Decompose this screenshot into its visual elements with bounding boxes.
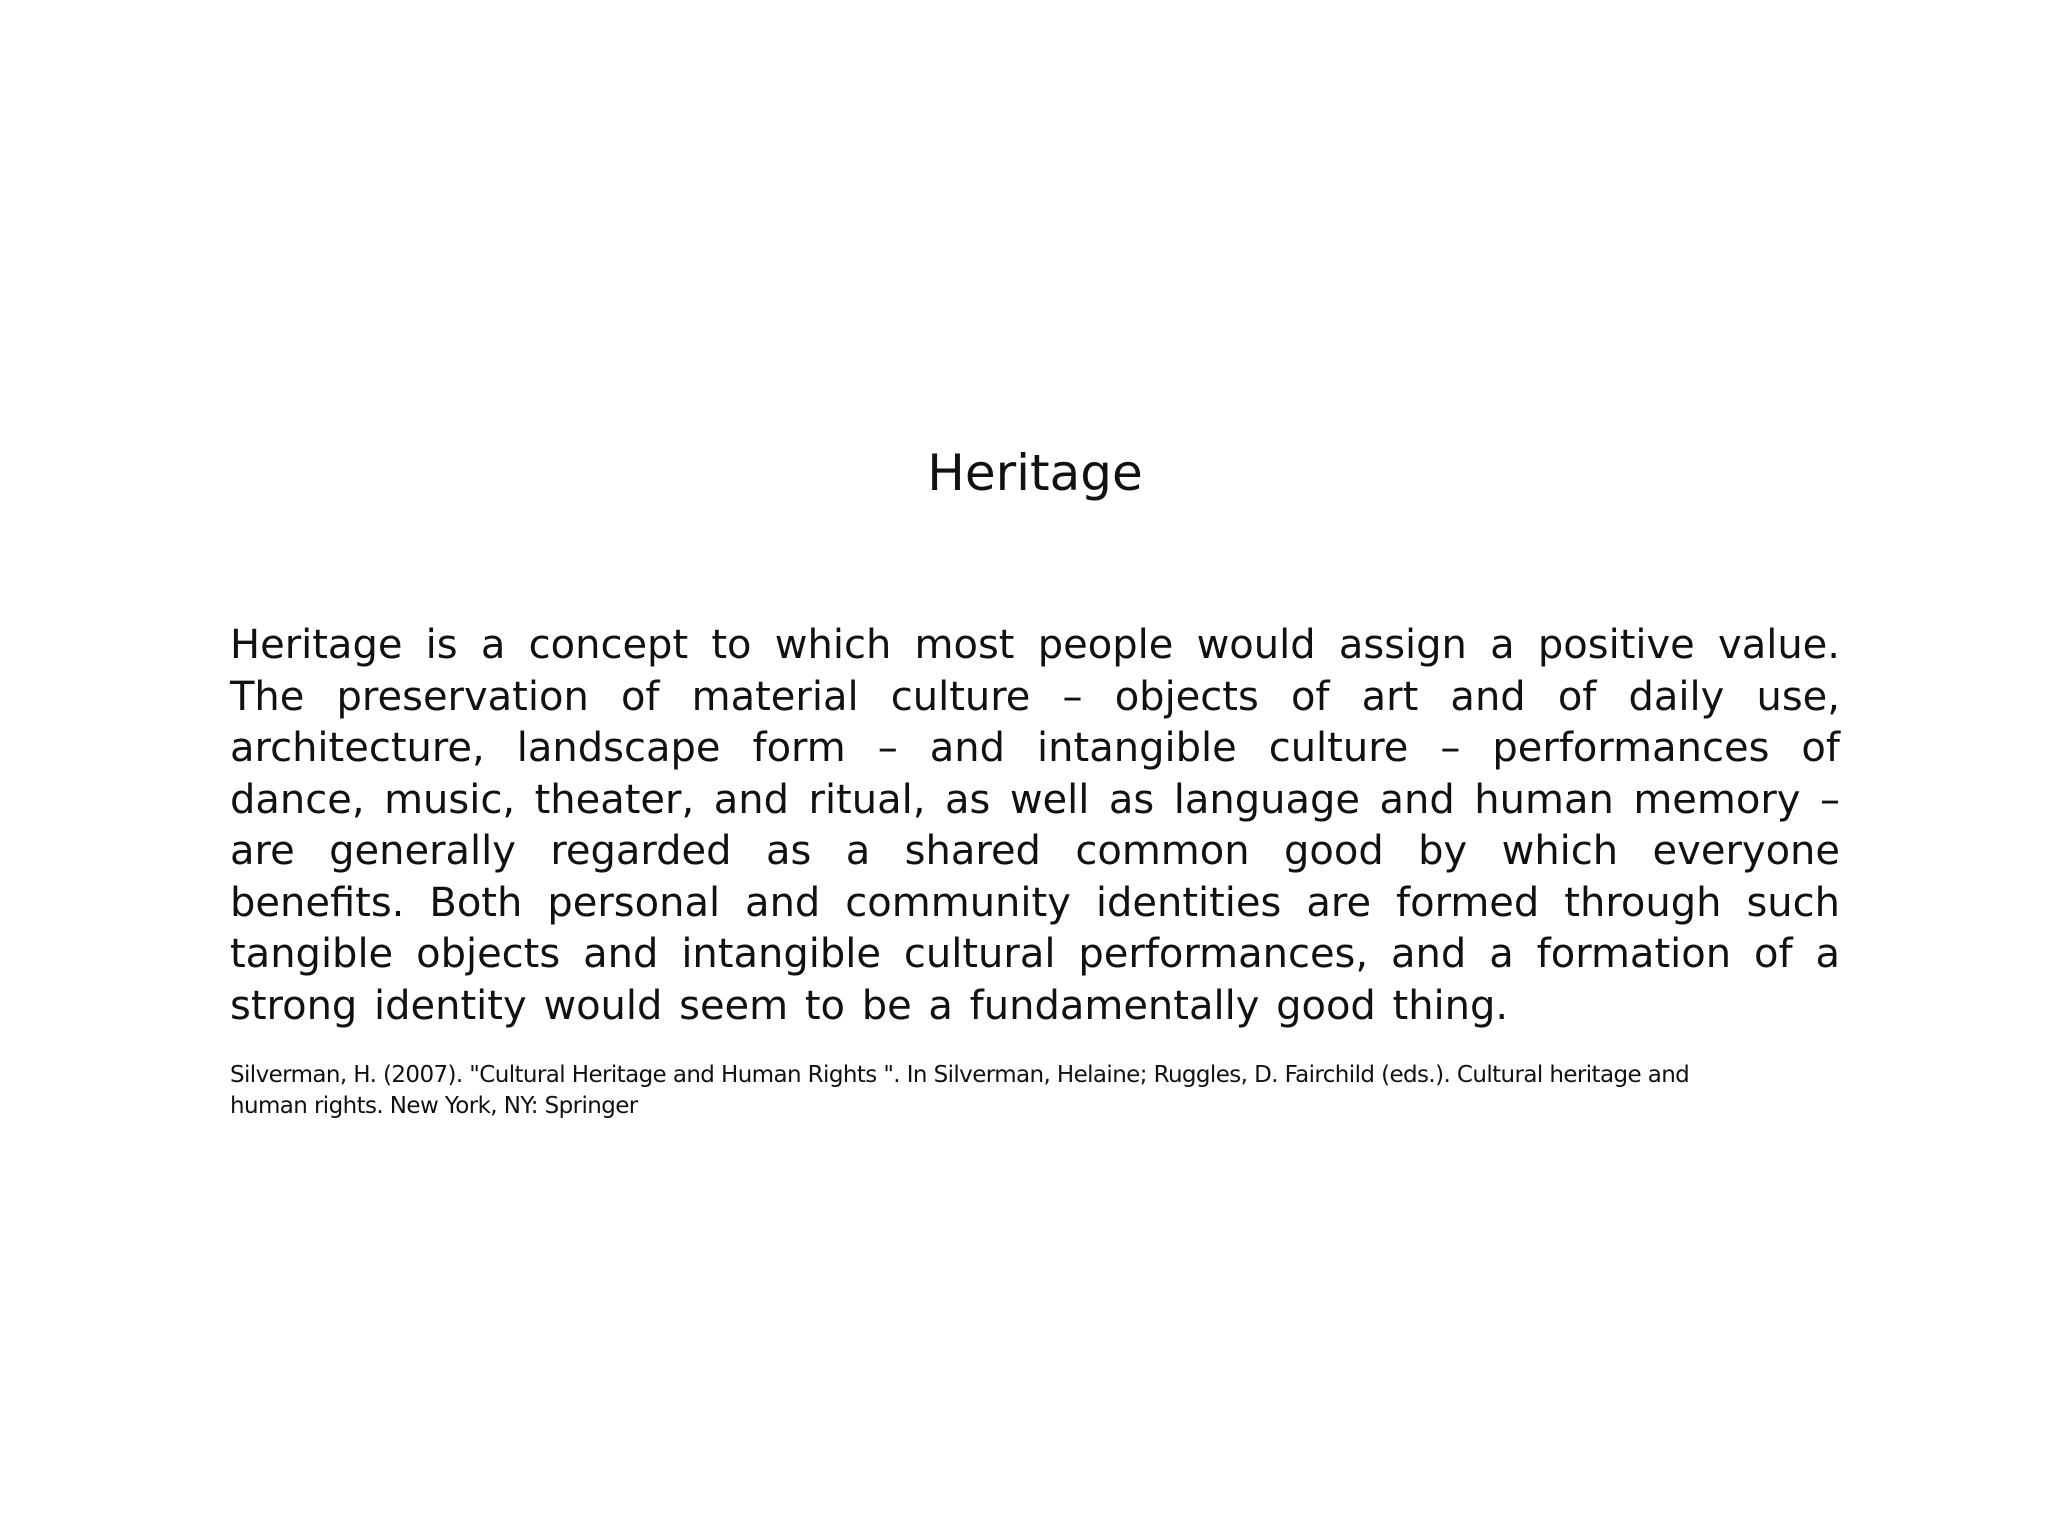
- slide-content: [230, 620, 1840, 1122]
- slide-title: Heritage: [927, 444, 1143, 502]
- citation: Silverman, H. (2007). "Cultural Heritage and Human Rights ". In Silverman, Helaine; Ruggles, D. Fairchild (eds.). Cultural heritage and human rights. New York, NY: Springer: [230, 1062, 1690, 1119]
- body-paragraph: Heritage is a concept to which most people would assign a positive value. The preservation of material culture – objects of art and of daily use, architecture, landscape form – and intangible culture – performances of dance, music, theater, and ritual, as well as language and human memory – are generally regarded as a shared common good by which everyone benefits. Both personal and community identities are formed through such tangible objects and intangible cultural performances, and a formation of a strong identity would seem to be a fundamentally good thing.: [230, 622, 1840, 1029]
